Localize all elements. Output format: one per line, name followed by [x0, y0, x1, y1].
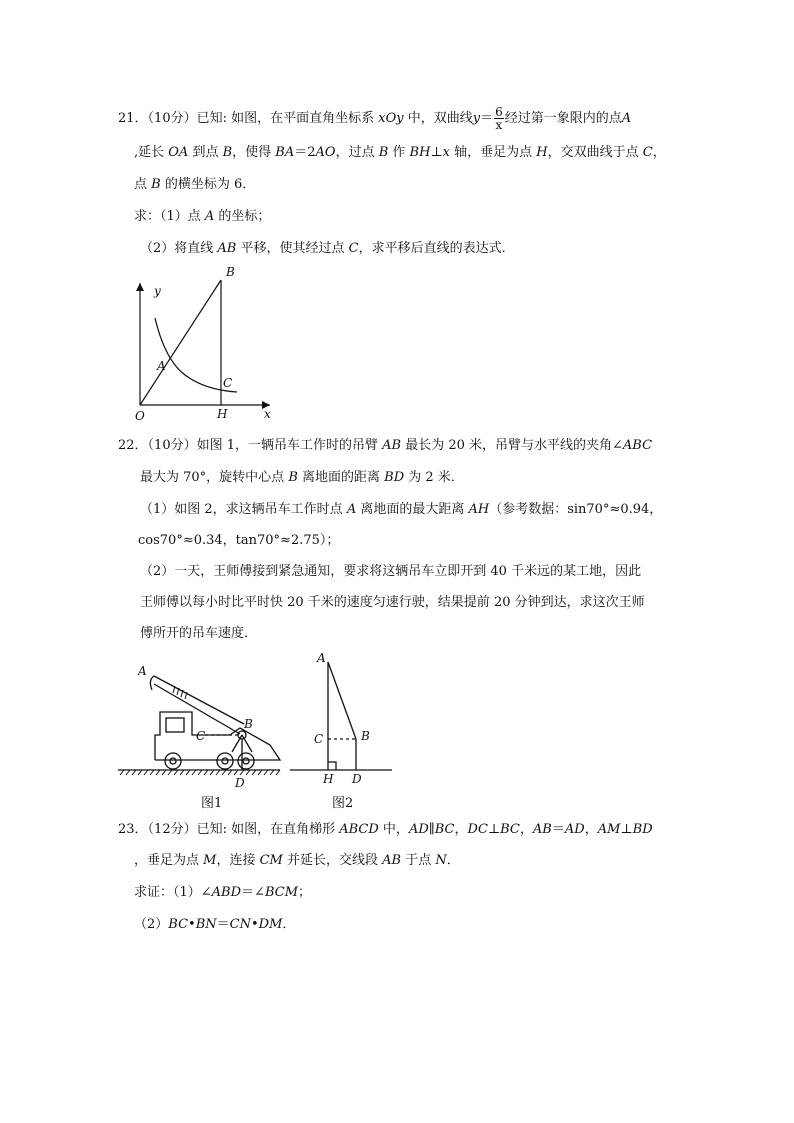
q21-text: ,延长 — [134, 145, 169, 160]
q21-text: 平移，使其经过点 — [236, 241, 349, 256]
q21-var: B — [222, 145, 233, 160]
q23-text: ＝ — [216, 917, 230, 932]
q23-text: ． — [282, 917, 296, 932]
q21-var: BH — [409, 145, 431, 160]
q21-text: （2）将直线 — [140, 241, 218, 256]
fraction-numerator: 6 — [495, 105, 503, 119]
q22-text: 为 2 米． — [404, 470, 464, 485]
q21-var: C — [348, 241, 359, 256]
label-H: H — [217, 407, 228, 421]
q21-var: x — [442, 145, 450, 160]
q23-text: ＝ — [551, 822, 565, 837]
q21-var: xOy — [378, 111, 404, 126]
q22-text: 傅所开的吊车速度． — [140, 626, 258, 641]
q23-text: （2） — [134, 917, 169, 932]
q23-text: 求证：（1）∠ — [134, 885, 212, 900]
q23-var: CM — [259, 853, 283, 868]
q23-var: DM — [258, 917, 283, 932]
q23-text: ， — [519, 822, 533, 837]
q23-text: ⊥ — [487, 822, 501, 837]
label-A: A — [138, 664, 147, 678]
q23-text: ＝∠ — [241, 885, 265, 900]
q23-line-3 — [134, 884, 311, 902]
q23-var: BN — [195, 917, 217, 932]
label-B: B — [361, 729, 370, 743]
label-y: y — [154, 284, 161, 298]
q23-var: BD — [632, 822, 653, 837]
q23-text: 23．（12分）已知: 如图，在直角梯形 — [118, 822, 340, 837]
q23-text: ． — [446, 853, 460, 868]
q23-text: • — [188, 917, 196, 932]
q21-var: OA — [168, 145, 189, 160]
q21-text: ＝2 — [294, 145, 316, 160]
q22-text: 最大为 70°，旋转中心点 — [140, 470, 289, 485]
q21-text: 21．（10分）已知: 如图，在平面直角坐标系 — [118, 111, 379, 126]
q23-var: AB — [532, 822, 552, 837]
q21-text: ，过点 — [335, 145, 379, 160]
q21-text: 的横坐标为 6． — [160, 177, 256, 192]
label-A: A — [317, 651, 326, 665]
q23-var: BC — [500, 822, 520, 837]
q21-var: AB — [217, 241, 237, 256]
line-AB — [328, 662, 356, 739]
q23-var: N — [435, 853, 447, 868]
q22-text: cos70°≈0.34，tan70°≈2.75）； — [138, 533, 340, 548]
q22-text: 最长为 20 米，吊臂与水平线的夹角∠ — [401, 438, 623, 453]
q23-line-1 — [118, 821, 653, 839]
q22-var: A — [346, 502, 357, 517]
label-B: B — [226, 265, 235, 279]
q23-var: AD — [408, 822, 429, 837]
label-C: C — [314, 732, 324, 746]
q21-var: B — [378, 145, 389, 160]
q21-text: 到点 — [188, 145, 223, 160]
q22-text: （1）如图 2，求这辆吊车工作时点 — [140, 502, 347, 517]
q23-text: ，垂足为点 — [134, 853, 204, 868]
q21-text: 经过第一象限内的点 — [504, 111, 622, 126]
q23-var: DC — [467, 822, 488, 837]
q21-text: 中，双曲线 — [403, 111, 473, 126]
q21-text: 求：（1）点 — [134, 209, 205, 224]
q21-text: 点 — [134, 177, 152, 192]
q23-var: AM — [597, 822, 621, 837]
q21-text: ＝ — [480, 111, 494, 126]
figure-1-caption: 图1 — [201, 796, 223, 811]
q23-var: AB — [382, 853, 402, 868]
q21-var: A — [204, 209, 215, 224]
q22-text: 王师傅以每小时比平时快 20 千米的速度匀速行驶，结果提前 20 分钟到达，求这次王师 — [140, 595, 645, 610]
label-C: C — [196, 729, 206, 743]
label-B: B — [244, 717, 253, 731]
label-H: H — [323, 772, 334, 786]
q23-var: M — [203, 853, 217, 868]
q21-var: H — [536, 145, 548, 160]
q22-var: ABC — [622, 438, 653, 453]
q23-text: ； — [298, 885, 312, 900]
q23-var: BC — [434, 822, 455, 837]
q21-text: ，交双曲线于点 — [547, 145, 643, 160]
q23-text: ，连接 — [216, 853, 260, 868]
label-D: D — [235, 776, 245, 790]
q23-var: AD — [564, 822, 585, 837]
q23-var: BC — [168, 917, 189, 932]
figure-2-caption: 图2 — [332, 796, 354, 811]
label-O: O — [135, 409, 145, 423]
q23-text: • — [250, 917, 259, 932]
q23-line-4 — [134, 916, 295, 934]
q23-text: ， — [454, 822, 468, 837]
q23-text: ⊥ — [620, 822, 633, 837]
q21-var: AO — [315, 145, 336, 160]
q22-text: （参考数据：sin70°≈0.94， — [489, 502, 663, 517]
q23-var: CN — [229, 917, 251, 932]
label-C: C — [223, 376, 233, 390]
q23-text: 并延长，交线段 — [282, 853, 383, 868]
q22-var: AH — [468, 502, 490, 517]
q22-text: 离地面的最大距离 — [356, 502, 469, 517]
q22-text: （2）一天，王师傅接到紧急通知，要求将这辆吊车立即开到 40 千米远的某工地，因此 — [140, 564, 642, 579]
q23-text: 中， — [378, 822, 409, 837]
q22-var: BD — [384, 470, 405, 485]
q21-text: ， — [652, 145, 666, 160]
label-x: x — [264, 407, 271, 421]
q23-var: BCM — [264, 885, 299, 900]
right-angle-mark — [328, 762, 336, 770]
q21-text: ，使得 — [232, 145, 276, 160]
label-D: D — [352, 772, 362, 786]
q23-var: ABD — [211, 885, 242, 900]
q21-text: ⊥ — [430, 145, 443, 160]
label-A: A — [157, 359, 166, 373]
q21-text: ，求平移后直线的表达式． — [358, 241, 515, 256]
q23-text: ∥ — [428, 822, 435, 837]
q21-text: 的坐标； — [214, 209, 271, 224]
q22-text: 离地面的距离 — [297, 470, 385, 485]
q23-text: 于点 — [401, 853, 436, 868]
fraction-denominator: x — [495, 118, 503, 132]
q22-var: AB — [382, 438, 402, 453]
q21-var: B — [151, 177, 161, 192]
q21-var: y — [472, 111, 481, 126]
q22-var: B — [288, 470, 298, 485]
q21-var: A — [621, 111, 632, 126]
q23-line-2 — [134, 852, 460, 870]
q21-text: 轴，垂足为点 — [450, 145, 537, 160]
q21-var: BA — [275, 145, 295, 160]
q21-text: 作 — [388, 145, 410, 160]
q21-var: C — [642, 145, 653, 160]
q22-text: 22．（10分）如图 1，一辆吊车工作时的吊臂 — [118, 438, 383, 453]
q23-text: ， — [584, 822, 598, 837]
q23-var: ABCD — [339, 822, 379, 837]
